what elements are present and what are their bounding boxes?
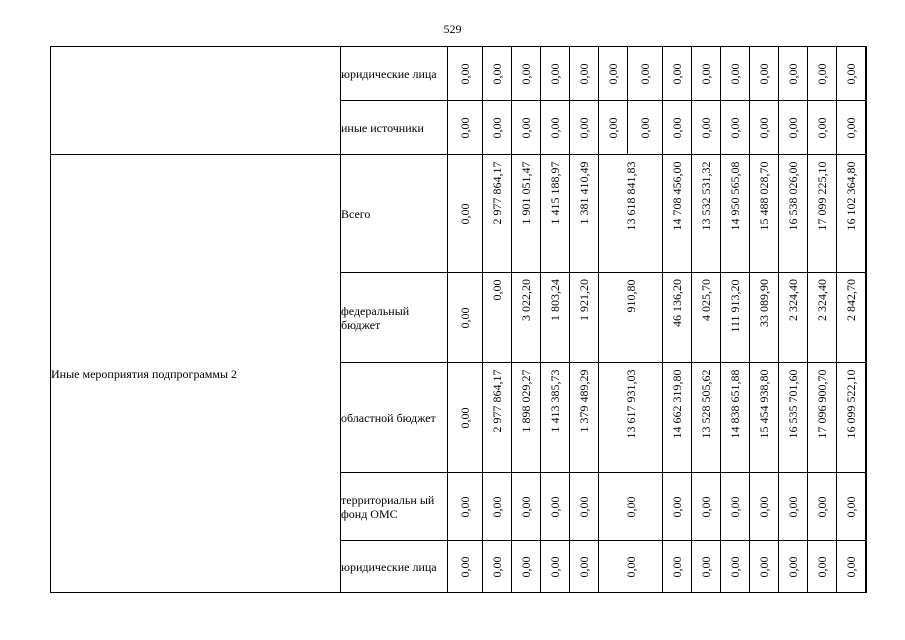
value-cell xyxy=(512,363,541,473)
value-text: 17 096 900,70 xyxy=(815,369,829,438)
value-text: 0,00 xyxy=(815,63,829,84)
value-text: 0,00 xyxy=(786,496,800,517)
value-text: 0,00 xyxy=(458,496,472,517)
value-text: 16 535 701,60 xyxy=(786,369,800,438)
value-text: 3 022,20 xyxy=(519,279,533,321)
value-text: 0,00 xyxy=(606,117,620,138)
value-text: 16 099 522,10 xyxy=(844,369,858,438)
value-text: 0,00 xyxy=(844,496,858,517)
table-row xyxy=(51,155,867,273)
value-cell xyxy=(448,473,483,541)
value-cell xyxy=(866,473,867,541)
value-text: 0,00 xyxy=(670,496,684,517)
value-cell xyxy=(721,101,750,155)
value-text: 2 324,40 xyxy=(815,279,829,321)
value-text: 0,00 xyxy=(458,117,472,138)
value-text: 0,00 xyxy=(786,117,800,138)
value-text: 0,00 xyxy=(458,203,472,224)
value-cell xyxy=(779,101,808,155)
value-text: 1 415 188,97 xyxy=(548,161,562,224)
value-text: 1 901 051,47 xyxy=(519,161,533,224)
value-text: 0,00 xyxy=(519,556,533,577)
value-text xyxy=(866,369,867,444)
value-text: 0,00 xyxy=(670,117,684,138)
value-text: 0,00 xyxy=(606,63,620,84)
value-cell xyxy=(483,541,512,593)
value-text: 0,00 xyxy=(577,496,591,517)
value-cell xyxy=(837,473,866,541)
funding-source: иные источники xyxy=(341,101,448,155)
value-cell xyxy=(866,47,867,101)
value-cell xyxy=(512,273,541,363)
value-text: 46 136,20 xyxy=(670,279,684,327)
value-cell xyxy=(599,473,663,541)
value-text: 2 977 864,17 xyxy=(490,369,504,432)
value-text: 0,00 xyxy=(490,117,504,138)
value-text: 2 977 864,17 xyxy=(490,161,504,224)
value-cell xyxy=(692,363,721,473)
value-text: 0,00 xyxy=(728,496,742,517)
value-cell xyxy=(837,47,866,101)
value-cell xyxy=(779,473,808,541)
funding-source: Всего xyxy=(341,155,448,273)
value-text xyxy=(866,63,867,84)
value-text: 0,00 xyxy=(490,496,504,517)
page-number: 529 xyxy=(443,22,462,36)
value-cell xyxy=(837,273,866,363)
value-text: 14 838 651,88 xyxy=(728,369,742,438)
value-text xyxy=(866,161,867,236)
value-text: 0,00 xyxy=(699,496,713,517)
value-cell xyxy=(750,363,779,473)
value-text: 15 488 028,70 xyxy=(757,161,771,230)
value-cell xyxy=(570,473,599,541)
value-cell xyxy=(663,363,692,473)
value-text: 0,00 xyxy=(757,556,771,577)
value-text: 0,00 xyxy=(844,556,858,577)
value-cell xyxy=(779,541,808,593)
value-text: 0,00 xyxy=(623,556,638,577)
value-cell xyxy=(541,273,570,363)
value-cell xyxy=(541,47,570,101)
value-text: 0,00 xyxy=(458,407,472,428)
value-text: 33 089,90 xyxy=(757,279,771,327)
value-text: 0,00 xyxy=(548,556,562,577)
value-text xyxy=(866,117,867,138)
value-cell xyxy=(866,541,867,593)
value-text: 0,00 xyxy=(548,63,562,84)
value-text: 0,00 xyxy=(699,556,713,577)
value-text: 0,00 xyxy=(786,63,800,84)
value-cell xyxy=(808,101,837,155)
value-text: 0,00 xyxy=(670,556,684,577)
empty-program-cell xyxy=(51,47,341,155)
value-cell xyxy=(663,47,692,101)
value-cell xyxy=(448,155,483,273)
value-text: 111 913,20 xyxy=(728,278,742,333)
value-cell xyxy=(663,155,692,273)
value-text: 0,00 xyxy=(844,63,858,84)
value-cell xyxy=(692,101,721,155)
value-text xyxy=(866,279,867,333)
value-text: 0,00 xyxy=(623,496,638,517)
value-cell xyxy=(779,47,808,101)
value-text: 0,00 xyxy=(548,496,562,517)
value-text: 0,00 xyxy=(519,63,533,84)
value-cell xyxy=(570,273,599,363)
value-text: 13 532 531,32 xyxy=(699,161,713,230)
value-cell xyxy=(808,155,837,273)
table-row xyxy=(51,47,867,101)
value-text: 0,00 xyxy=(815,496,829,517)
value-cell xyxy=(721,363,750,473)
value-cell xyxy=(483,273,512,363)
value-cell xyxy=(483,101,512,155)
value-cell xyxy=(808,47,837,101)
value-cell xyxy=(866,273,867,363)
value-text: 14 950 565,08 xyxy=(728,161,742,230)
value-text: 1 381 410,49 xyxy=(577,161,591,224)
value-text: 0,00 xyxy=(757,63,771,84)
value-text: 0,00 xyxy=(577,117,591,138)
value-cell xyxy=(721,47,750,101)
value-text: 0,00 xyxy=(728,117,742,138)
value-cell xyxy=(779,363,808,473)
value-cell xyxy=(837,155,866,273)
value-text: 16 538 026,00 xyxy=(786,161,800,230)
value-cell xyxy=(512,47,541,101)
value-cell xyxy=(663,473,692,541)
value-cell xyxy=(866,363,867,473)
funding-source: юридические лица xyxy=(341,47,448,101)
value-cell xyxy=(512,473,541,541)
value-text: 16 102 364,80 xyxy=(844,161,858,230)
value-cell xyxy=(483,363,512,473)
value-text: 0,00 xyxy=(638,63,652,84)
value-text: 0,00 xyxy=(638,117,652,138)
value-text: 0,00 xyxy=(458,307,472,328)
value-text: 0,00 xyxy=(519,117,533,138)
value-cell xyxy=(750,473,779,541)
value-cell xyxy=(808,541,837,593)
value-cell xyxy=(808,363,837,473)
value-cell xyxy=(570,101,599,155)
funding-source: территориальн ый фонд ОМС xyxy=(341,473,448,541)
value-text: 0,00 xyxy=(519,496,533,517)
value-cell xyxy=(599,363,663,473)
value-text: 13 618 841,83 xyxy=(623,161,638,230)
value-text: 0,00 xyxy=(757,117,771,138)
value-text: 4 025,70 xyxy=(699,279,713,321)
value-cell xyxy=(448,101,483,155)
value-cell xyxy=(837,101,866,155)
value-cell xyxy=(663,101,692,155)
value-cell xyxy=(448,363,483,473)
value-cell xyxy=(512,101,541,155)
value-cell xyxy=(721,473,750,541)
value-text: 0,00 xyxy=(757,496,771,517)
value-cell xyxy=(448,47,483,101)
value-cell xyxy=(750,47,779,101)
value-cell xyxy=(599,155,663,273)
value-cell xyxy=(692,47,721,101)
value-text: 0,00 xyxy=(815,556,829,577)
value-text: 0,00 xyxy=(786,556,800,577)
value-text: 0,00 xyxy=(490,63,504,84)
value-text: 13 528 505,62 xyxy=(699,369,713,438)
value-text: 0,00 xyxy=(728,63,742,84)
value-cell xyxy=(599,47,628,101)
value-text: 0,00 xyxy=(815,117,829,138)
value-cell xyxy=(721,541,750,593)
value-text xyxy=(866,556,867,577)
value-cell xyxy=(866,155,867,273)
value-text: 0,00 xyxy=(728,556,742,577)
value-text: 0,00 xyxy=(670,63,684,84)
value-cell xyxy=(628,47,663,101)
value-cell xyxy=(541,155,570,273)
value-cell xyxy=(448,541,483,593)
value-cell xyxy=(663,273,692,363)
value-text xyxy=(866,496,867,517)
value-text: 0,00 xyxy=(490,556,504,577)
value-text: 0,00 xyxy=(699,63,713,84)
funding-source: федеральный бюджет xyxy=(341,273,448,363)
value-text: 1 379 489,29 xyxy=(577,369,591,432)
value-cell xyxy=(692,155,721,273)
value-cell xyxy=(570,363,599,473)
value-cell xyxy=(570,47,599,101)
value-text: 1 413 385,73 xyxy=(548,369,562,432)
value-cell xyxy=(721,273,750,363)
value-cell xyxy=(628,101,663,155)
value-cell xyxy=(750,273,779,363)
value-text: 15 454 938,80 xyxy=(757,369,771,438)
value-cell xyxy=(541,101,570,155)
value-cell xyxy=(663,541,692,593)
value-cell xyxy=(692,273,721,363)
value-cell xyxy=(692,473,721,541)
value-cell xyxy=(483,155,512,273)
value-text: 0,00 xyxy=(458,556,472,577)
value-text: 0,00 xyxy=(548,117,562,138)
value-cell xyxy=(483,473,512,541)
value-cell xyxy=(837,541,866,593)
value-text: 0,00 xyxy=(490,279,504,300)
value-cell xyxy=(866,101,867,155)
value-text: 0,00 xyxy=(577,63,591,84)
value-text: 0,00 xyxy=(577,556,591,577)
value-cell xyxy=(808,473,837,541)
value-cell xyxy=(541,473,570,541)
value-cell xyxy=(599,273,663,363)
value-text: 13 617 931,03 xyxy=(623,369,638,438)
value-text: 2 324,40 xyxy=(786,279,800,321)
value-cell xyxy=(779,273,808,363)
value-cell xyxy=(599,101,628,155)
value-cell xyxy=(599,541,663,593)
value-cell xyxy=(483,47,512,101)
value-cell xyxy=(512,541,541,593)
value-text: 1 803,24 xyxy=(548,279,562,321)
value-cell xyxy=(570,155,599,273)
value-text: 2 842,70 xyxy=(844,279,858,321)
value-cell xyxy=(448,273,483,363)
value-text: 0,00 xyxy=(844,117,858,138)
value-cell xyxy=(512,155,541,273)
value-cell xyxy=(750,101,779,155)
value-text: 14 708 456,00 xyxy=(670,161,684,230)
value-cell xyxy=(541,541,570,593)
value-cell xyxy=(750,541,779,593)
value-text: 910,80 xyxy=(623,279,638,312)
value-text: 0,00 xyxy=(458,63,472,84)
budget-table xyxy=(50,46,867,593)
value-text: 17 099 225,10 xyxy=(815,161,829,230)
funding-source: областной бюджет xyxy=(341,363,448,473)
value-cell xyxy=(837,363,866,473)
value-cell xyxy=(750,155,779,273)
value-cell xyxy=(692,541,721,593)
value-cell xyxy=(541,363,570,473)
program-name: Иные мероприятия подпрограммы 2 xyxy=(51,155,341,593)
value-text: 14 662 319,80 xyxy=(670,369,684,438)
funding-source: юридические лица xyxy=(341,541,448,593)
value-cell xyxy=(570,541,599,593)
value-cell xyxy=(779,155,808,273)
value-cell xyxy=(721,155,750,273)
value-text: 0,00 xyxy=(699,117,713,138)
value-text: 1 898 029,27 xyxy=(519,369,533,432)
value-cell xyxy=(808,273,837,363)
value-text: 1 921,20 xyxy=(577,279,591,321)
